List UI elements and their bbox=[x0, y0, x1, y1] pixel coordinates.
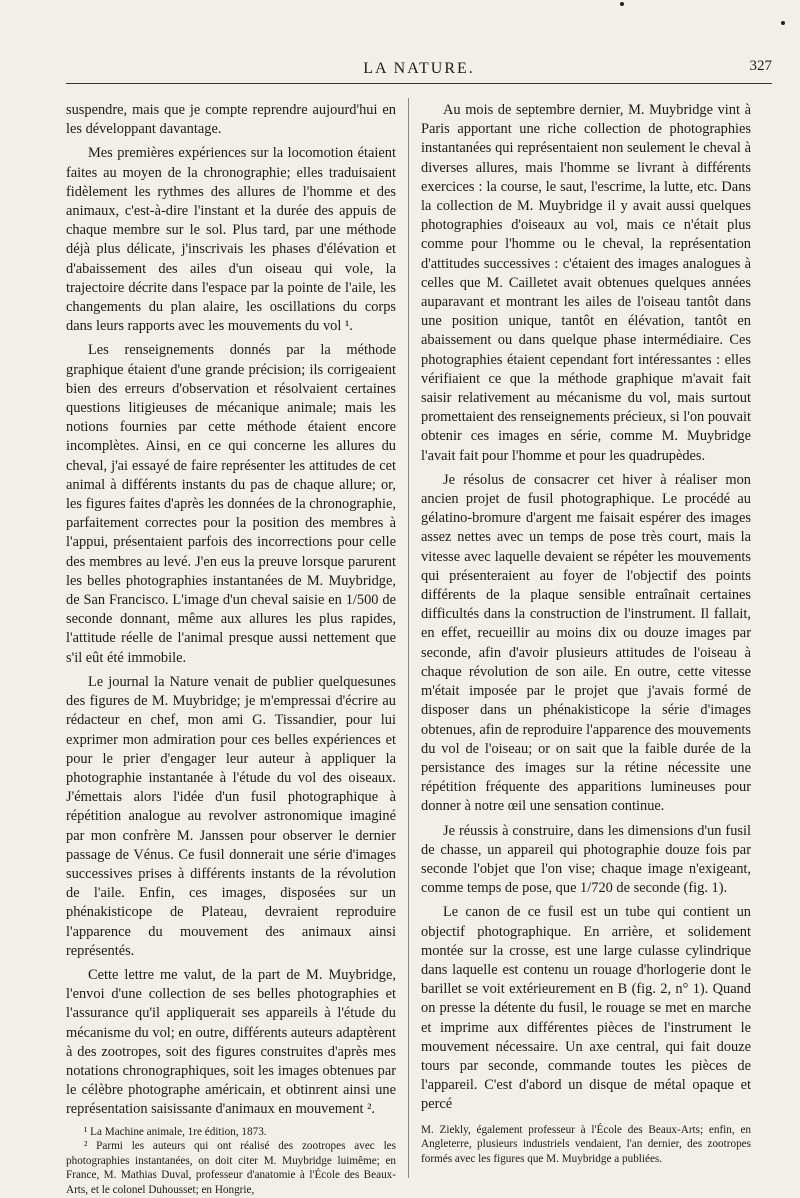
paragraph: Les renseignements donnés par la méthode graphique étaient d'une grande précision; ils corrigeaient bien des erreurs d'observation et résolvaient certaines questions litigieuses de mécanique animale; mais les notions fournies par cette méthode étaient encore incomplètes. Ainsi, en ce qui concerne les allures du cheval, j'ai essayé de faire représenter les attitudes de cet animal à différents instants du pas de chaque allure; or, les figures faites d'après les données de la chronographie, parfaitement correctes pour la position des membres à l'appui, présentaient parfois des incorrections pour celle des membres au levé. J'en eus la preuve lorsque parurent les belles photographies instantanées de M. Muybridge, de San Francisco. L'image d'un cheval saisie en 1/500 de seconde donnant, même aux allures les plus rapides, l'attitude réelle de l'animal presque aussi nettement que s'il eût été immobile. bbox=[66, 342, 396, 666]
ink-speck bbox=[620, 2, 624, 6]
page-number: 327 bbox=[749, 58, 772, 74]
paragraph: Cette lettre me valut, de la part de M. Muybridge, l'envoi d'une collection de ses belles photographies et l'assurance qu'il appliquerait ses appareils à l'étude du mécanisme du vol; en outre, différents auteurs adaptèrent à des zootropes, soit des figures construites d'après mes notations chronographiques, soit les images obtenues par le célèbre photographe américain, et obtinrent ainsi une représentation saisissante d'animaux en mouvement ². bbox=[66, 966, 396, 1118]
paragraph: Le canon de ce fusil est un tube qui contient un objectif photographique. En arrière, et solidement montée sur la crosse, est une large culasse cylindrique dans laquelle est contenu un rouage d'horlogerie dont le barillet se voit extérieurement en B (fig. 2, n° 1). Quand on presse la détente du fusil, le rouage se met en marche et imprime aux différentes pièces de l'instrument le mouvement nécessaire. Un axe central, qui fait douze tours par seconde, commande toutes les pièces de l'appareil. C'est d'abord un disque de métal opaque et percé bbox=[421, 904, 751, 1113]
footnotes bbox=[66, 1125, 396, 1198]
running-title: LA NATURE. bbox=[363, 60, 475, 77]
paragraph: Mes premières expériences sur la locomotion étaient faites au moyen de la chronographie; elles traduisaient fidèlement les rythmes des allures de l'homme et des animaux, c'est-à-dire l'instant et la durée des appuis de chaque membre sur le sol. Plus tard, par une méthode déjà plus délicate, j'inscrivais les phases d'élévation et d'abaissement des ailes d'un oiseau qui vole, la trajectoire décrite dans l'espace par la pointe de l'aile, les changements du plan alaire, les oscillations du corps dans leurs rapports avec les mouvements du vol ¹. bbox=[66, 145, 396, 335]
footnote: ² Parmi les auteurs qui ont réalisé des zootropes avec les photographies instantanées, on doit citer M. Muybridge luimême; en France, M. Mathias Duval, professeur d'anatomie à l'École des Beaux-Arts, et le colonel Duhousset; en Hongrie, bbox=[66, 1140, 396, 1196]
ink-speck bbox=[781, 21, 785, 25]
paragraph: Je résolus de consacrer cet hiver à réaliser mon ancien projet de fusil photographique. Le procédé au gélatino-bromure d'argent me faisait espérer des images assez nettes avec un temps de pose très court, mais la vitesse avec laquelle devaient se répéter les mouvements qui présenteraient au foyer de l'objectif des points différents de la plaque sensible entraînait certaines difficultés dans la construction de l'instrument. Il fallait, en effet, recueillir au moins dix ou douze images par seconde, afin d'avoir plusieurs attitudes de l'oiseau à chaque révolution de son aile. En outre, cette vitesse m'était imposée par le projet que j'avais formé de disposer dans un phénakisticope la série d'images obtenues, afin de reproduire l'apparence des mouvements du vol de l'oiseau; or on sait que la faible durée de la persistance des images sur la rétine nécessite une répétition fréquente des apparitions lumineuses pour donner à notre œil une sensation continue. bbox=[421, 471, 751, 815]
footnote: M. Ziekly, également professeur à l'École des Beaux-Arts; enfin, en Angleterre, plusieurs industriels vendaient, l'an dernier, des zootropes formés avec les figures que M. Muybridge a publiées. bbox=[421, 1123, 751, 1165]
paragraph: Au mois de septembre dernier, M. Muybridge vint à Paris apportant une riche collection de photographies instantanées qui représentaient non seulement le cheval à diverses allures, mais l'homme se livrant à différents exercices : la course, le saut, l'escrime, la lutte, etc. Dans la collection de M. Muybridge il y avait aussi quelques photographies d'oiseaux au vol, mais ce n'était plus comme pour l'homme ou le cheval, la représentation d'attitudes successives : c'étaient des images analogues à celles que M. Cailletet avait obtenues quelques années auparavant et montrant les ailes de l'oiseau tantôt dans une position unique, tantôt en élévation, tantôt en abaissement ou dans quelque phase intermédiaire. Ces photographies étaient cependant fort intéressantes : elles vérifiaient ce que la méthode graphique m'avait fait saisir relativement au mécanisme du vol, mais surtout promettaient des renseignements précieux, si l'on pouvait obtenir ces images en série, comme M. Muybridge l'avait fait pour l'homme et pour les quadrupèdes. bbox=[421, 102, 751, 464]
column-divider bbox=[408, 98, 409, 1178]
paragraph: Le journal la Nature venait de publier quelquesunes des figures de M. Muybridge; je m'empressai d'écrire au rédacteur en chef, mon ami G. Tissandier, pour lui exprimer mon admiration pour ces belles expériences et pour le prier d'engager leur auteur à appliquer la photographie instantanée à l'étude du vol des oiseaux. J'émettais alors l'idée d'un fusil photographique à répétition analogue au revolver astronomique imaginé par mon confrère M. Janssen pour observer le dernier passage de Vénus. Ce fusil donnerait une série d'images successives prises à différents instants de la révolution de l'aile. Enfin, ces images, disposées sur un phénakisticope de Plateau, devraient reproduire l'apparence du mouvement des animaux ainsi représentés. bbox=[66, 673, 396, 959]
paragraph: Je réussis à construire, dans les dimensions d'un fusil de chasse, un appareil qui photographie douze fois par seconde l'objet que l'on vise; chaque image n'exigeant, comme temps de pose, que 1/720 de seconde (fig. 1). bbox=[421, 822, 751, 897]
left-column bbox=[66, 101, 396, 1198]
footnote-continuation bbox=[421, 1123, 751, 1167]
paragraph: suspendre, mais que je compte reprendre aujourd'hui en les développant davantage. bbox=[66, 102, 396, 138]
right-column bbox=[421, 101, 751, 1166]
page-header bbox=[66, 56, 772, 80]
header-rule bbox=[66, 83, 772, 84]
footnote: ¹ La Machine animale, 1re édition, 1873. bbox=[84, 1125, 267, 1138]
